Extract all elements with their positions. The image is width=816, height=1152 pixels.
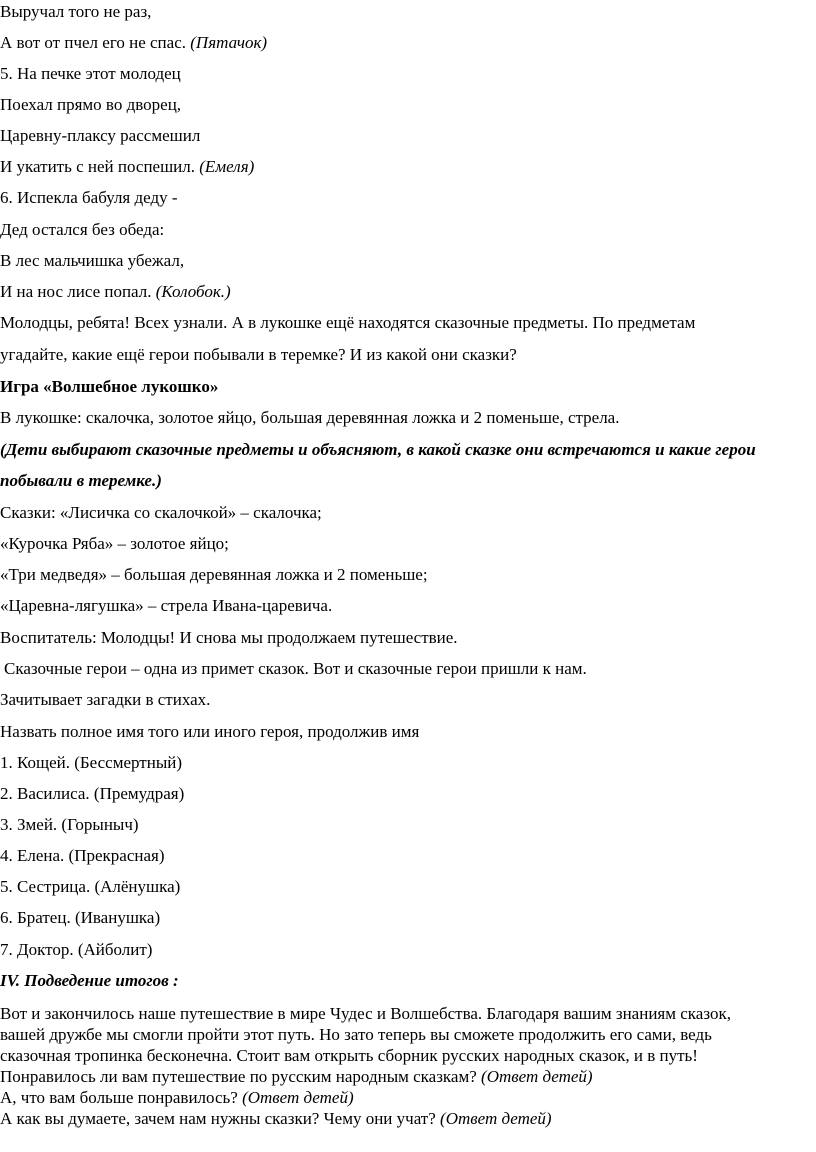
list-item: 6. Братец. (Иванушка) xyxy=(0,908,161,927)
text-line: Дед остался без обеда: xyxy=(0,220,165,239)
text-line: Понравилось ли вам путешествие по русским народным сказкам? (Ответ детей) xyxy=(0,1067,593,1086)
list-item: 4. Елена. (Прекрасная) xyxy=(0,846,165,865)
text-line: «Царевна-лягушка» – стрела Ивана-царевича. xyxy=(0,596,333,615)
section-heading: IV. Подведение итогов : xyxy=(0,971,179,990)
text-line: побывали в теремке.) xyxy=(0,471,162,490)
text-line: А как вы думаете, зачем нам нужны сказки? Чему они учат? (Ответ детей) xyxy=(0,1109,552,1128)
section-heading: Игра «Волшебное лукошко» xyxy=(0,377,219,396)
text-line: Выручал того не раз, xyxy=(0,2,152,21)
text-line: «Курочка Ряба» – золотое яйцо; xyxy=(0,534,229,553)
text-line: И на нос лисе попал. (Колобок.) xyxy=(0,282,231,301)
list-item: 2. Василиса. (Премудрая) xyxy=(0,784,185,803)
text-line: «Три медведя» – большая деревянная ложка и 2 поменьше; xyxy=(0,565,428,584)
text-line: А, что вам больше понравилось? (Ответ детей) xyxy=(0,1088,354,1107)
text-line: Сказочные герои – одна из примет сказок. Вот и сказочные герои пришли к нам. xyxy=(4,659,587,678)
text-line: В лес мальчишка убежал, xyxy=(0,251,185,270)
text-line: 5. На печке этот молодец xyxy=(0,64,181,83)
text-line: Вот и закончилось наше путешествие в мире Чудес и Волшебства. Благодаря вашим знаниям сказок, xyxy=(0,1004,731,1023)
text-line: Воспитатель: Молодцы! И снова мы продолжаем путешествие. xyxy=(0,628,458,647)
text-line: А вот от пчел его не спас. (Пятачок) xyxy=(0,33,268,52)
text-line: (Дети выбирают сказочные предметы и объясняют, в какой сказке они встречаются и какие герои xyxy=(0,440,756,459)
text-line: сказочная тропинка бесконечна. Стоит вам открыть сборник русских народных сказок, и в путь! xyxy=(0,1046,698,1065)
text-line: 6. Испекла бабуля деду - xyxy=(0,188,178,207)
text-line: Царевну-плаксу рассмешил xyxy=(0,126,201,145)
text-line: И укатить с ней поспешил. (Емеля) xyxy=(0,157,255,176)
text-line: В лукошке: скалочка, золотое яйцо, большая деревянная ложка и 2 поменьше, стрела. xyxy=(0,408,620,427)
list-item: 5. Сестрица. (Алёнушка) xyxy=(0,877,181,896)
text-line: Поехал прямо во дворец, xyxy=(0,95,182,114)
text-line: Назвать полное имя того или иного героя, продолжив имя xyxy=(0,722,420,741)
list-item: 1. Кощей. (Бессмертный) xyxy=(0,753,182,772)
text-line: Зачитывает загадки в стихах. xyxy=(0,690,211,709)
list-item: 3. Змей. (Горыныч) xyxy=(0,815,139,834)
list-item: 7. Доктор. (Айболит) xyxy=(0,940,153,959)
text-line: Молодцы, ребята! Всех узнали. А в лукошке ещё находятся сказочные предметы. По предметам xyxy=(0,313,696,332)
text-line: угадайте, какие ещё герои побывали в теремке? И из какой они сказки? xyxy=(0,345,517,364)
text-line: Сказки: «Лисичка со скалочкой» – скалочка; xyxy=(0,503,322,522)
text-line: вашей дружбе мы смогли пройти этот путь. Но зато теперь вы сможете продолжить его сами, ведь xyxy=(0,1025,712,1044)
